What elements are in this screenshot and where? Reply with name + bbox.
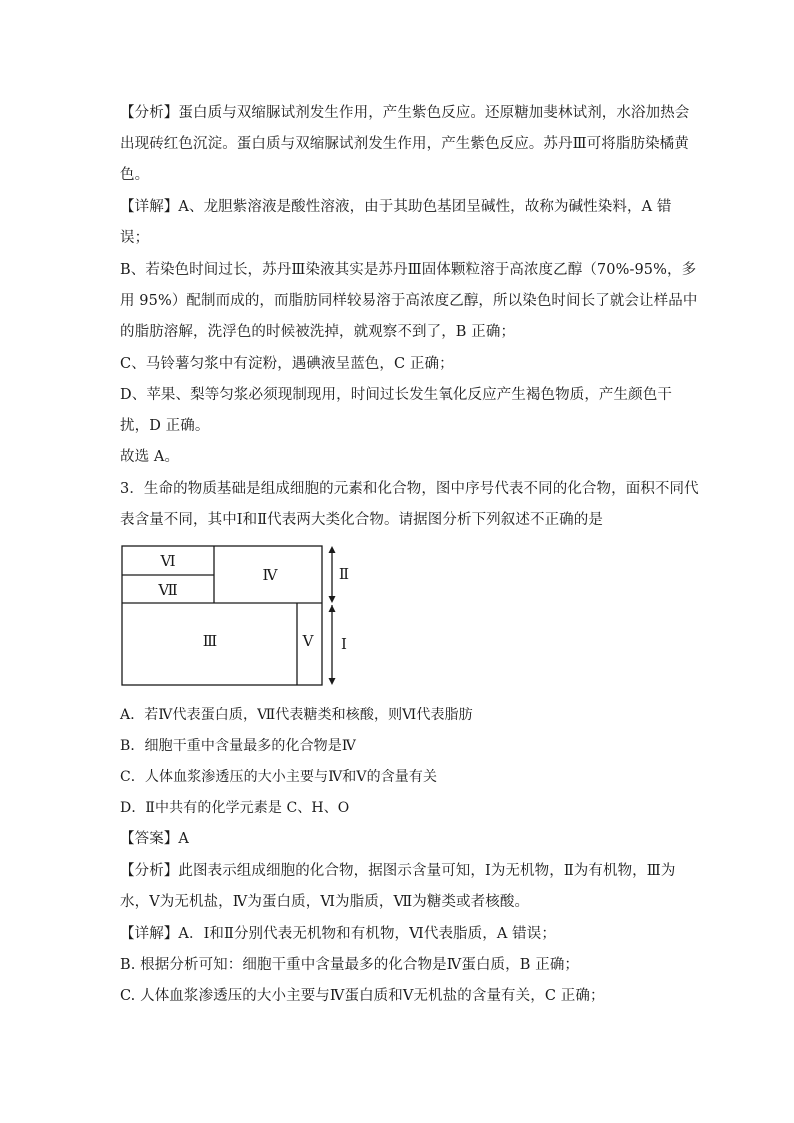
- analysis2-line-1: 【分析】此图表示组成细胞的化合物，据图示含量可知，Ⅰ为无机物，Ⅱ为有机物，Ⅲ为: [120, 863, 676, 879]
- option-b: B．细胞干重中含量最多的化合物是Ⅳ: [120, 738, 356, 754]
- analysis-line-2: 出现砖红色沉淀。蛋白质与双缩脲试剂发生作用，产生紫色反应。苏丹Ⅲ可将脂肪染橘黄: [120, 136, 689, 152]
- detail2-line-c: C. 人体血浆渗透压的大小主要与Ⅳ蛋白质和Ⅴ无机盐的含量有关，C 正确；: [120, 988, 605, 1004]
- detail-line-b1: B、若染色时间过长，苏丹Ⅲ染液其实是苏丹Ⅲ固体颗粒溶于高浓度乙醇（70%-95%，多: [120, 262, 697, 278]
- label-vii: Ⅶ: [158, 581, 178, 599]
- arrow-ii-head-up: [329, 546, 336, 553]
- detail2-line-a: 【详解】A．Ⅰ和Ⅱ分别代表无机物和有机物，Ⅵ代表脂质，A 错误；: [120, 926, 556, 942]
- label-v: Ⅴ: [302, 632, 314, 650]
- option-c: C．人体血浆渗透压的大小主要与Ⅳ和Ⅴ的含量有关: [120, 769, 438, 785]
- compound-area-diagram: [118, 542, 368, 692]
- detail-line-a2: 误；: [120, 230, 150, 246]
- analysis-line-1: 【分析】蛋白质与双缩脲试剂发生作用，产生紫色反应。还原糖加斐林试剂，水浴加热会: [120, 105, 690, 121]
- detail-line-d1: D、苹果、梨等匀浆必须现制现用，时间过长发生氧化反应产生褐色物质，产生颜色干: [120, 387, 672, 403]
- option-d: D．Ⅱ中共有的化学元素是 C、H、O: [120, 800, 350, 816]
- label-iii: Ⅲ: [202, 632, 218, 650]
- detail-line-c: C、马铃薯匀浆中有淀粉，遇碘液呈蓝色，C 正确；: [120, 356, 454, 372]
- option-a: A．若Ⅳ代表蛋白质，Ⅶ代表糖类和核酸，则Ⅵ代表脂肪: [120, 707, 473, 723]
- analysis2-line-2: 水，Ⅴ为无机盐，Ⅳ为蛋白质，Ⅵ为脂质，Ⅶ为糖类或者核酸。: [120, 894, 530, 910]
- arrow-i-head-up: [329, 605, 336, 612]
- analysis-line-3: 色。: [120, 167, 150, 183]
- label-vi: Ⅵ: [160, 552, 176, 570]
- arrow-ii-head-down: [329, 596, 336, 603]
- question-3-line-2: 表含量不同，其中Ⅰ和Ⅱ代表两大类化合物。请据图分析下列叙述不正确的是: [120, 512, 603, 528]
- detail-line-d2: 扰，D 正确。: [120, 418, 210, 434]
- detail-line-b3: 的脂肪溶解，洗浮色的时候被洗掉，就观察不到了，B 正确；: [120, 324, 516, 340]
- label-ii: Ⅱ: [338, 565, 350, 583]
- label-iv: Ⅳ: [262, 566, 278, 584]
- detail-line-b2: 用 95%）配制而成的，而脂肪同样较易溶于高浓度乙醇，所以染色时间长了就会让样品中: [120, 293, 698, 309]
- answer-choice-line: 故选 A。: [120, 449, 180, 465]
- outer-box: [122, 546, 322, 685]
- answer-line: 【答案】A: [120, 831, 189, 847]
- question-3-line-1: 3．生命的物质基础是组成细胞的元素和化合物，图中序号代表不同的化合物，面积不同代: [120, 481, 699, 497]
- label-i: Ⅰ: [341, 635, 347, 653]
- detail2-line-b: B. 根据分析可知：细胞干重中含量最多的化合物是Ⅳ蛋白质，B 正确；: [120, 957, 580, 973]
- arrow-i-head-down: [329, 678, 336, 685]
- detail-line-a1: 【详解】A、龙胆紫溶液是酸性溶液，由于其助色基团呈碱性，故称为碱性染料，A 错: [120, 199, 672, 215]
